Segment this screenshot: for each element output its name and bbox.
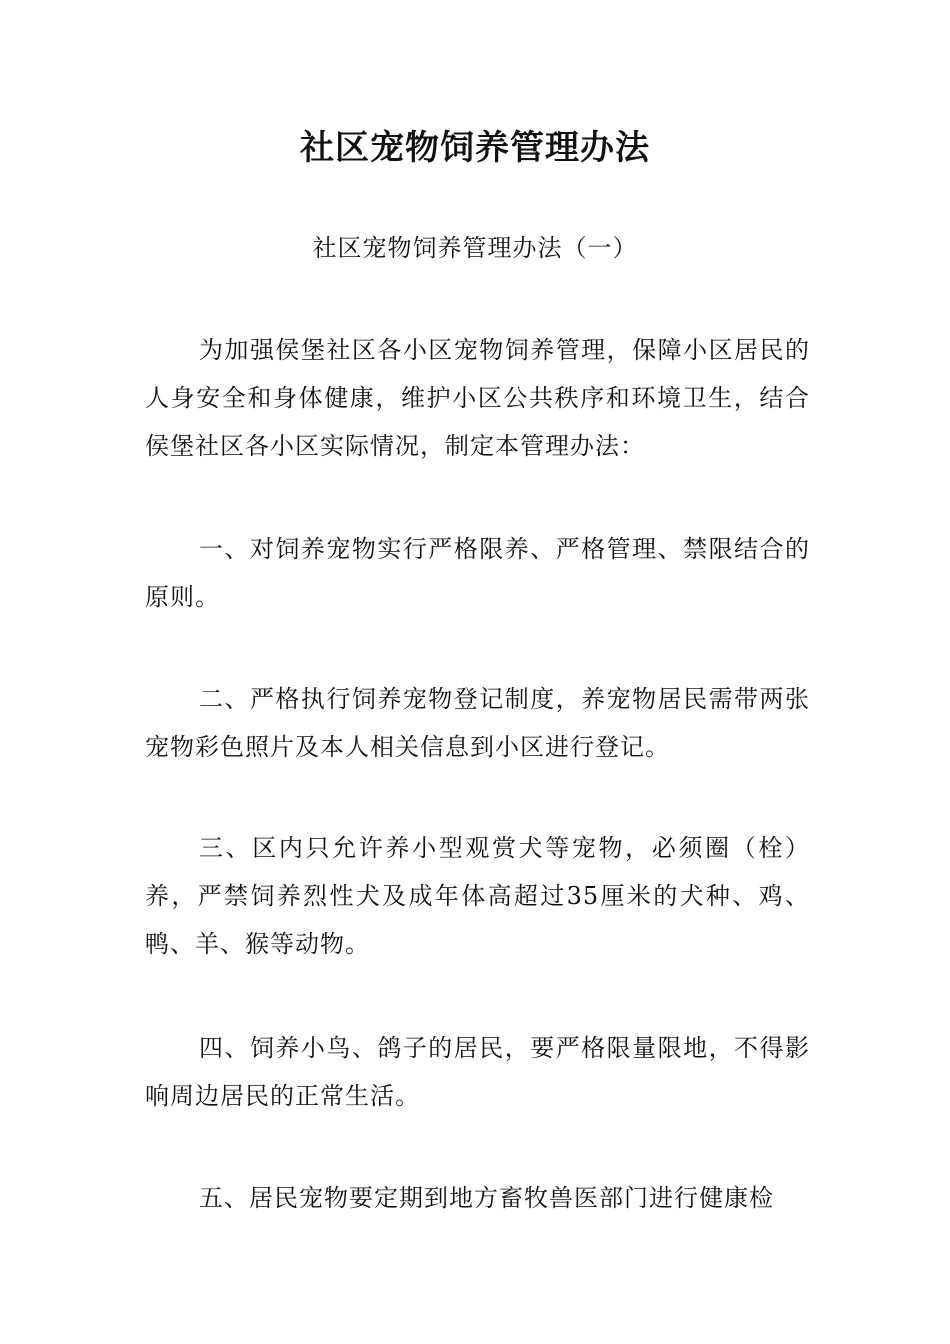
paragraph-article-4: 四、饲养小鸟、鸽子的居民，要严格限量限地，不得影响周边居民的正常生活。: [145, 1034, 810, 1110]
paragraph-intro: 为加强侯堡社区各小区宠物饲养管理，保障小区居民的人身安全和身体健康，维护小区公共秩序和环境卫生，结合侯堡社区各小区实际情况，制定本管理办法：: [145, 336, 810, 460]
document-title: 社区宠物饲养管理办法: [300, 128, 650, 168]
document-subtitle: 社区宠物饲养管理办法（一）: [312, 234, 638, 262]
paragraph-article-3: 三、区内只允许养小型观赏犬等宠物，必须圈（栓）养，严禁饲养烈性犬及成年体高超过35厘米的犬种、鸡、鸭、羊、猴等动物。: [145, 834, 810, 958]
paragraph-article-1: 一、对饲养宠物实行严格限养、严格管理、禁限结合的原则。: [145, 535, 810, 611]
paragraph-article-5: 五、居民宠物要定期到地方畜牧兽医部门进行健康检: [199, 1184, 774, 1212]
paragraph-article-2: 二、严格执行饲养宠物登记制度，养宠物居民需带两张宠物彩色照片及本人相关信息到小区进行登记。: [145, 685, 810, 761]
